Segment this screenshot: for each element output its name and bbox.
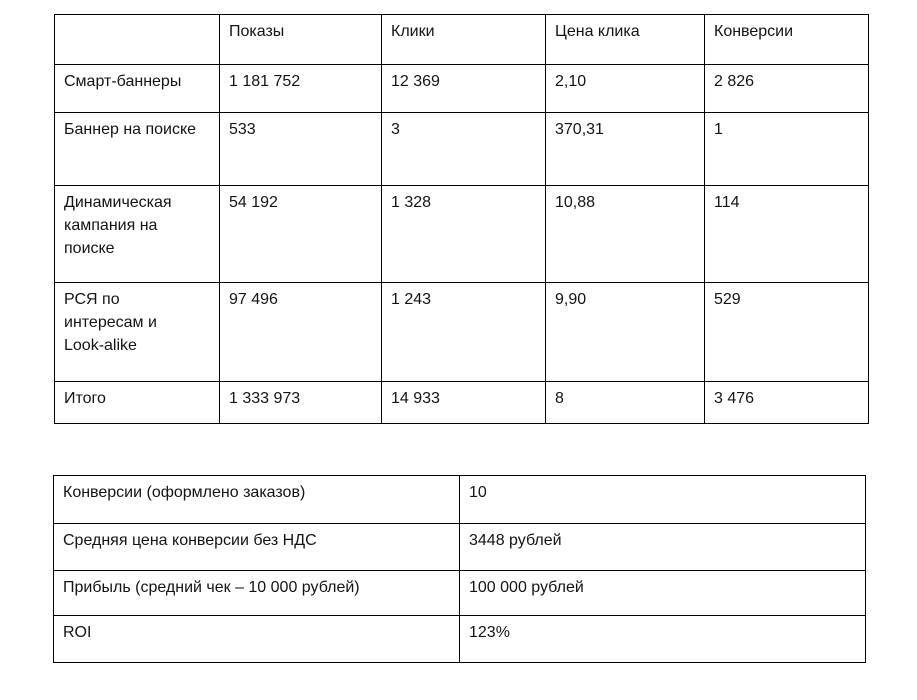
impressions-cell: 533	[220, 113, 382, 186]
summary-label: Средняя цена конверсии без НДС	[54, 524, 460, 571]
col-header-impressions: Показы	[220, 15, 382, 65]
conversions-cell: 3 476	[705, 382, 869, 424]
summary-value: 100 000 рублей	[460, 571, 866, 616]
summary-row-roi	[54, 616, 866, 663]
clicks-cell: 12 369	[382, 65, 546, 113]
col-header-cpc: Цена клика	[546, 15, 705, 65]
campaign-stats-table	[54, 14, 869, 424]
conversions-cell: 529	[705, 283, 869, 382]
summary-label: ROI	[54, 616, 460, 663]
clicks-cell: 1 243	[382, 283, 546, 382]
conversions-cell: 2 826	[705, 65, 869, 113]
col-header-clicks: Клики	[382, 15, 546, 65]
summary-row-avg-conversion-cost	[54, 524, 866, 571]
table-row-search-banner	[55, 113, 869, 186]
impressions-cell: 54 192	[220, 186, 382, 283]
summary-row-conversions	[54, 476, 866, 524]
cpc-cell: 370,31	[546, 113, 705, 186]
table-row-rsya-lookalike	[55, 283, 869, 382]
summary-value: 123%	[460, 616, 866, 663]
campaign-table-header-row	[55, 15, 869, 65]
summary-results-table	[53, 475, 866, 663]
conversions-cell: 1	[705, 113, 869, 186]
cpc-cell: 9,90	[546, 283, 705, 382]
impressions-cell: 97 496	[220, 283, 382, 382]
summary-label: Прибыль (средний чек – 10 000 рублей)	[54, 571, 460, 616]
clicks-cell: 14 933	[382, 382, 546, 424]
conversions-cell: 114	[705, 186, 869, 283]
cpc-cell: 8	[546, 382, 705, 424]
summary-value: 3448 рублей	[460, 524, 866, 571]
table-row-smart-banners	[55, 65, 869, 113]
row-label: Итого	[55, 382, 220, 424]
table-row-total	[55, 382, 869, 424]
summary-row-profit	[54, 571, 866, 616]
cpc-cell: 2,10	[546, 65, 705, 113]
summary-value: 10	[460, 476, 866, 524]
summary-label: Конверсии (оформлено заказов)	[54, 476, 460, 524]
cpc-cell: 10,88	[546, 186, 705, 283]
row-label: Баннер на поиске	[55, 113, 220, 186]
clicks-cell: 3	[382, 113, 546, 186]
row-label: Смарт-баннеры	[55, 65, 220, 113]
impressions-cell: 1 333 973	[220, 382, 382, 424]
col-header-empty	[55, 15, 220, 65]
row-label: Динамическая кампания на поиске	[55, 186, 220, 283]
clicks-cell: 1 328	[382, 186, 546, 283]
impressions-cell: 1 181 752	[220, 65, 382, 113]
table-row-dynamic-search-campaign	[55, 186, 869, 283]
col-header-conversions: Конверсии	[705, 15, 869, 65]
row-label: РСЯ по интересам и Look-alike	[55, 283, 220, 382]
